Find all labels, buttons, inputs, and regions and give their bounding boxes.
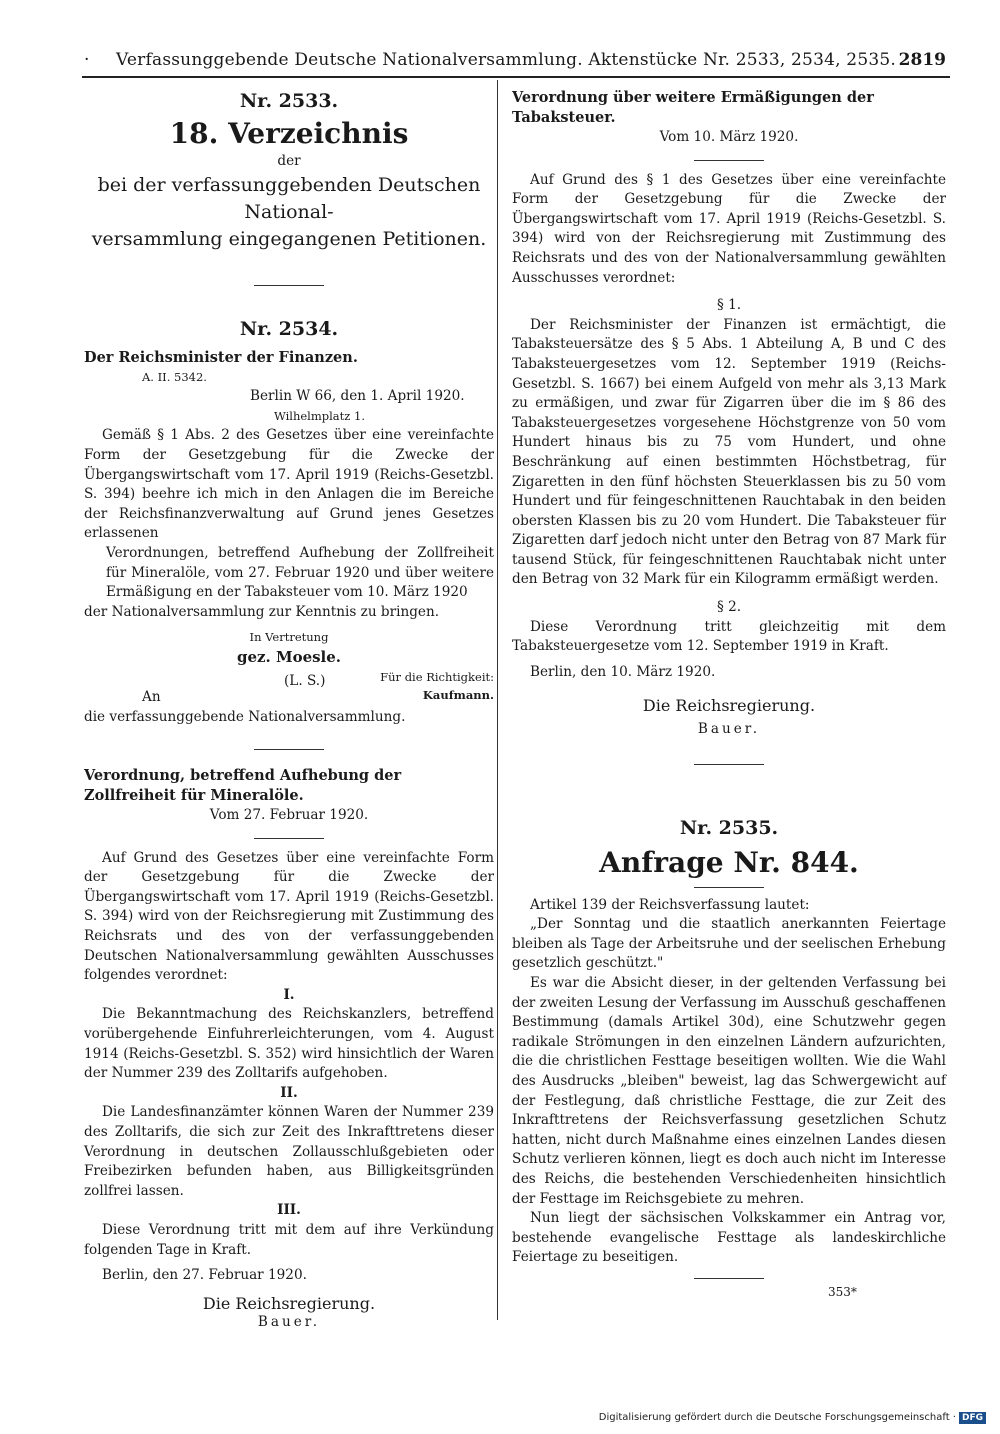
section-rule xyxy=(694,1278,764,1279)
anfrage-paragraph-2: Es war die Absicht dieser, in der geltenden Verfassung bei der zweiten Lesung der Verfassung im Ausschuß geschaffenen Bestimmung (damals Artikel 30d), eine Schutzwehr gegen radikale Strömungen in den einzelnen Ländern aufzurichten, die die christlichen Festtage beseitigen wollten. Wie die Wahl des Ausdrucks „bleiben" beweist, lag das Schwergewicht auf der Festlegung, daß christliche Festtage, die zur Zeit des Inkrafttretens der Reichsverfassung gesetzlichen Schutz hatten, nicht durch Maßnahme eines einzelnen Landes diesen Schutz verlieren können, liegt es doch auch nicht im Interesse des Reichs, die bestehenden Verschiedenheiten hinsichtlich der Festtage im Reichsgebiete zu mehren. xyxy=(512,975,946,1207)
section-I: I. xyxy=(283,986,295,1003)
paragraph-1: § 1. xyxy=(716,297,742,314)
header-title: Verfassunggebende Deutsche Nationalversammlung. Aktenstücke Nr. 2533, 2534, 2535. xyxy=(116,50,896,70)
seal-row xyxy=(84,668,494,708)
verzeichnis-der: der xyxy=(277,153,301,169)
section-III-text: Diese Verordnung tritt mit dem auf ihre Verkündung folgenden Tage in Kraft. xyxy=(84,1221,494,1258)
government-signature-2: Die Reichsregierung. xyxy=(642,696,816,716)
header-mark: · xyxy=(84,50,90,70)
government-signature-1: Die Reichsregierung. xyxy=(202,1293,376,1313)
section-III: III. xyxy=(277,1202,301,1219)
section-rule xyxy=(694,160,764,161)
closing-date-2: Berlin, den 10. März 1920. xyxy=(530,663,716,680)
street-address: Wilhelmplatz 1. xyxy=(274,408,365,423)
paragraph-2-text: Diese Verordnung tritt gleichzeitig mit dem Tabaksteuergesetze vom 12. September 1919 in Kraft. xyxy=(512,618,946,655)
column-divider xyxy=(497,80,498,1320)
verordnung-2-date: Vom 10. März 1920. xyxy=(659,129,799,145)
anfrage-quote: „Der Sonntag und die staatlich anerkannten Feiertage bleiben als Tage der Arbeitsruhe und der seelischen Erhebung gesetzlich geschützt." xyxy=(512,916,946,972)
section-rule xyxy=(254,838,324,839)
signature-moesle: gez. Moesle. xyxy=(236,647,342,666)
in-vertretung: In Vertretung xyxy=(249,630,329,645)
right-column xyxy=(512,88,946,1303)
anfrage-title: Anfrage Nr. 844. xyxy=(599,845,859,879)
seal-ls: (L. S.) xyxy=(284,672,326,689)
paragraph-2: § 2. xyxy=(716,599,742,616)
page-header xyxy=(82,44,950,78)
sender-line: Der Reichsminister der Finanzen. xyxy=(84,348,358,366)
letter-paragraph-2: der Nationalversammlung zur Kenntnis zu bringen. xyxy=(84,603,440,620)
paragraph-1-text: Der Reichsminister der Finanzen ist ermächtigt, die Tabaksteuersätze des § 5 Abs. 1 Abteilung A, B und C des Tabaksteuergesetzes vom 12. September 1919 (Reichs-Gesetzbl. S. 1667) bei einem Aufgeld von mehr als 3,13 Mark zu ermäßigen, und zwar für Zigarren über die im § 86 des Tabaksteuergesetzes vorgesehene Höchstgrenze von 50 vom Hundert hinaus bis zu 75 vom Hundert, und ohne Beschränkung auf einen bestimmten Höchstbetrag, für Zigaretten in den fünf höchsten Steuerklassen bis zu 50 vom Hundert und für feingeschnittenen Rauchtabak in den beiden obersten Klassen bis zu 20 vom Hundert. Die Tabaksteuer für Zigaretten darf jedoch nicht unter den Betrag von 87 Mark für tausend Stück, für feingeschnittenen Rauchtabak nicht unter den Betrag von 32 Mark für ein Kilogramm ermäßigt werden. xyxy=(512,316,946,588)
verordnung-2-intro: Auf Grund des § 1 des Gesetzes über eine vereinfachte Form der Gesetzgebung für die Zwecke der Übergangswirtschaft vom 17. April 1919 (Reichs-Gesetzbl. S. 394) wird von der Reichsregierung mit Zustimmung des Reichsrats und des von der Nationalversammlung gewählten Ausschusses verordnet: xyxy=(512,171,946,286)
verzeichnis-subtitle-1: bei der verfassunggebenden Deutschen National- xyxy=(97,173,481,223)
left-column xyxy=(84,88,494,1333)
verordnung-2-title: Verordnung über weitere Ermäßigungen der Tabaksteuer. xyxy=(512,89,874,126)
reference-number: A. II. 5342. xyxy=(142,369,207,384)
certification-label: Für die Richtigkeit: xyxy=(380,669,494,684)
verordnung-1-title: Verordnung, betreffend Aufhebung der Zollfreiheit für Mineralöle. xyxy=(84,767,402,805)
verordnung-1-date: Vom 27. Februar 1920. xyxy=(209,807,369,824)
recipient: die verfassunggebende Nationalversammlung. xyxy=(84,708,406,725)
letter-enclosure-block: Verordnungen, betreffend Aufhebung der Zollfreiheit für Mineralöle, vom 27. Februar 1920 und über weitere Ermäßigung en der Tabaksteuer vom 10. März 1920 xyxy=(106,544,494,601)
digitization-footer xyxy=(599,1412,986,1424)
signatory-bauer-2: Bauer. xyxy=(697,721,761,738)
section-rule xyxy=(254,285,324,286)
certifier-name: Kaufmann. xyxy=(422,687,494,702)
section-I-text: Die Bekanntmachung des Reichskanzlers, betreffend vorübergehende Einfuhrerleichterungen, vom 4. August 1914 (Reichs-Gesetzbl. S. 352) wird hinsichtlich der Waren der Nummer 239 des Zolltarifs aufgehoben. xyxy=(84,1006,494,1082)
verordnung-1-intro: Auf Grund des Gesetzes über eine vereinfachte Form der Gesetzgebung für die Zwecke der Übergangswirtschaft vom 17. April 1919 (Reichs-Gesetzbl. S. 394) wird von der Reichsregierung mit Zustimmung des Reichsrats und des von der verfassunggebenden Deutschen Nationalversammlung gewählten Ausschusses folgendes verordnet: xyxy=(84,849,494,984)
heading-nr-2535: Nr. 2535. xyxy=(679,816,779,839)
place-date: Berlin W 66, den 1. April 1920. xyxy=(250,388,465,405)
heading-nr-2533: Nr. 2533. xyxy=(239,90,339,112)
heading-nr-2534: Nr. 2534. xyxy=(239,317,339,340)
letter-paragraph-1: Gemäß § 1 Abs. 2 des Gesetzes über eine vereinfachte Form der Gesetzgebung für die Zwecke der Übergangswirtschaft vom 17. April 1919 (Reichs-Gesetzbl. S. 394) beehre ich mich in den Anlagen die im Bereiche der Reichsfinanzverwaltung auf Grund jenes Gesetzes erlassenen xyxy=(84,427,494,542)
closing-date-1: Berlin, den 27. Februar 1920. xyxy=(102,1267,307,1284)
section-rule xyxy=(694,887,764,888)
signatory-bauer-1: Bauer. xyxy=(257,1314,321,1331)
footer-text: Digitalisierung gefördert durch die Deutsche Forschungsgemeinschaft · xyxy=(598,1412,956,1423)
section-II: II. xyxy=(280,1084,298,1101)
verzeichnis-subtitle-2: versammlung eingegangenen Petitionen. xyxy=(91,227,487,250)
page-number: 2819 xyxy=(898,50,946,70)
sheet-number: 353* xyxy=(828,1284,857,1299)
addressee-an: An xyxy=(142,688,161,705)
verzeichnis-title: 18. Verzeichnis xyxy=(169,117,409,150)
section-rule xyxy=(694,764,764,765)
anfrage-paragraph-3: Nun liegt der sächsischen Volkskammer ein Antrag vor, bestehende evangelische Festtage als landeskirchliche Feiertage zu beseitigen. xyxy=(512,1210,946,1266)
dfg-logo: DFG xyxy=(959,1412,986,1424)
section-II-text: Die Landesfinanzämter können Waren der Nummer 239 des Zolltarifs, die sich zur Zeit des Inkrafttretens dieser Verordnung in deutschen Zollausschlußgebieten oder Freibezirken befunden haben, aus Billigkeitsgründen zollfrei lassen. xyxy=(84,1104,494,1199)
section-rule xyxy=(254,749,324,750)
anfrage-intro: Artikel 139 der Reichsverfassung lautet: xyxy=(530,896,810,913)
